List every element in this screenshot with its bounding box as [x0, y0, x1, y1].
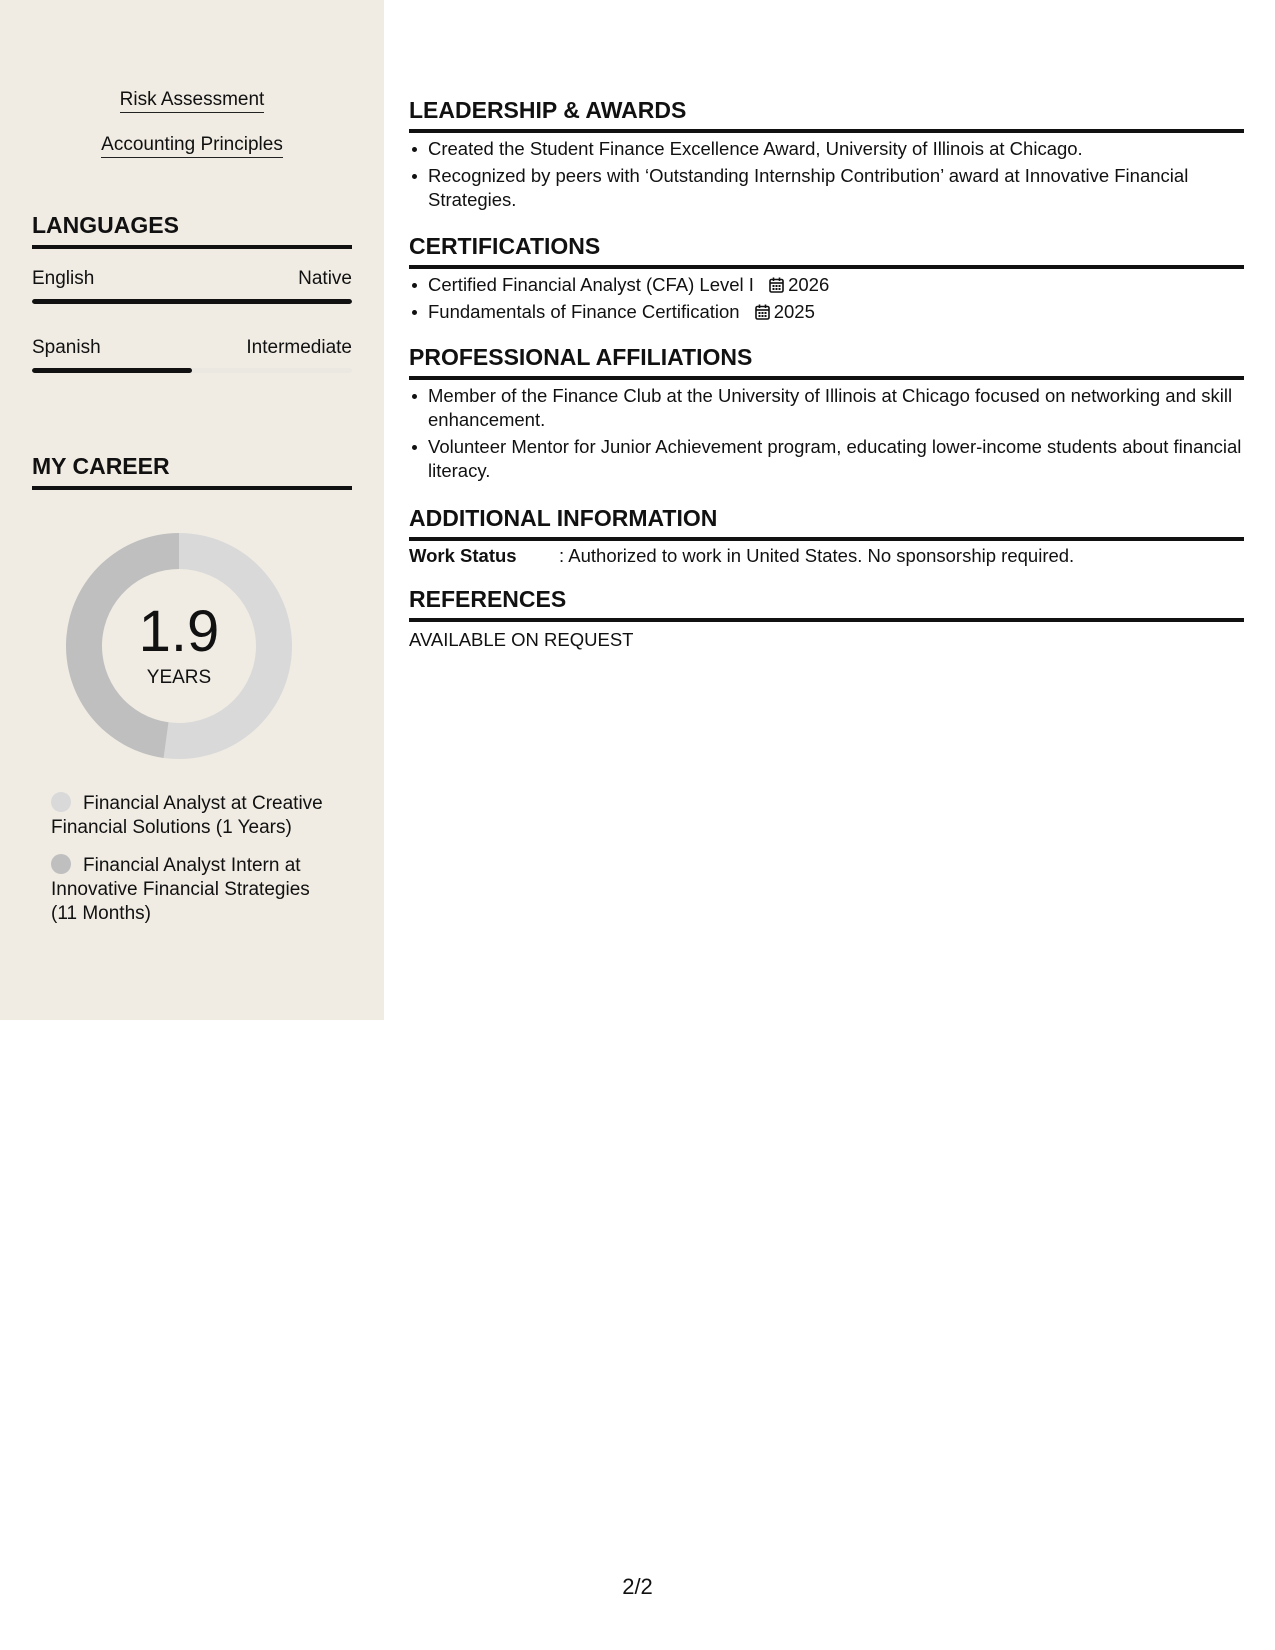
language-level: Intermediate	[246, 337, 352, 358]
work-status-value: : Authorized to work in United States. No sponsorship required.	[559, 545, 1075, 566]
language-proficiency-fill	[32, 299, 352, 304]
language-name: English	[32, 268, 95, 289]
certification-name: Fundamentals of Finance Certification	[428, 301, 740, 322]
certifications-heading: CERTIFICATIONS	[409, 232, 1244, 269]
calendar-icon	[755, 304, 770, 320]
skill-label: Risk Assessment	[120, 89, 265, 113]
skill-label: Accounting Principles	[101, 134, 283, 158]
certification-item	[428, 300, 1243, 324]
leadership-heading: LEADERSHIP & AWARDS	[409, 96, 1244, 133]
work-status-row	[409, 544, 1244, 568]
references-heading: REFERENCES	[409, 585, 1244, 622]
certification-year: 2025	[773, 301, 815, 322]
language-level: Native	[298, 268, 352, 289]
affiliations-list	[409, 384, 1243, 486]
certification-year: 2026	[788, 274, 830, 295]
certification-name: Certified Financial Analyst (CFA) Level I	[428, 274, 754, 295]
references-text: AVAILABLE ON REQUEST	[409, 629, 634, 650]
career-legend-item	[51, 792, 331, 840]
skill-link[interactable]	[0, 133, 384, 157]
career-legend-item	[51, 854, 331, 926]
career-legend-label: Financial Analyst at Creative Financial Solutions (1 Years)	[51, 793, 323, 838]
language-row	[32, 336, 352, 360]
certification-item	[428, 273, 1243, 297]
list-item: Recognized by peers with ‘Outstanding Internship Contribution’ award at Innovative Financial Strategies.	[428, 164, 1243, 212]
career-heading: MY CAREER	[32, 452, 352, 490]
certifications-list	[409, 273, 1243, 327]
language-proficiency-bar	[32, 299, 352, 304]
leadership-list	[409, 137, 1243, 215]
career-total-unit: YEARS	[146, 667, 212, 688]
list-item: Created the Student Finance Excellence Award, University of Illinois at Chicago.	[428, 137, 1243, 161]
legend-swatch	[51, 792, 71, 812]
language-row	[32, 267, 352, 291]
legend-swatch	[51, 854, 71, 874]
career-total-value: 1.9	[138, 599, 220, 664]
list-item: Member of the Finance Club at the University of Illinois at Chicago focused on networking and skill enhancement.	[428, 384, 1243, 432]
career-legend-label: Financial Analyst Intern at Innovative Financial Strategies (11 Months)	[51, 855, 310, 924]
skill-link[interactable]	[0, 88, 384, 112]
affiliations-heading: PROFESSIONAL AFFILIATIONS	[409, 343, 1244, 380]
page-number: 2/2	[622, 1574, 653, 1599]
language-name: Spanish	[32, 337, 101, 358]
languages-heading: LANGUAGES	[32, 211, 352, 249]
work-status-label: Work Status	[409, 545, 517, 566]
calendar-icon	[769, 277, 784, 293]
list-item: Volunteer Mentor for Junior Achievement program, educating lower-income students about financial literacy.	[428, 436, 1242, 481]
additional-info-heading: ADDITIONAL INFORMATION	[409, 504, 1244, 541]
language-proficiency-bar	[32, 368, 352, 373]
language-proficiency-fill	[32, 368, 192, 373]
